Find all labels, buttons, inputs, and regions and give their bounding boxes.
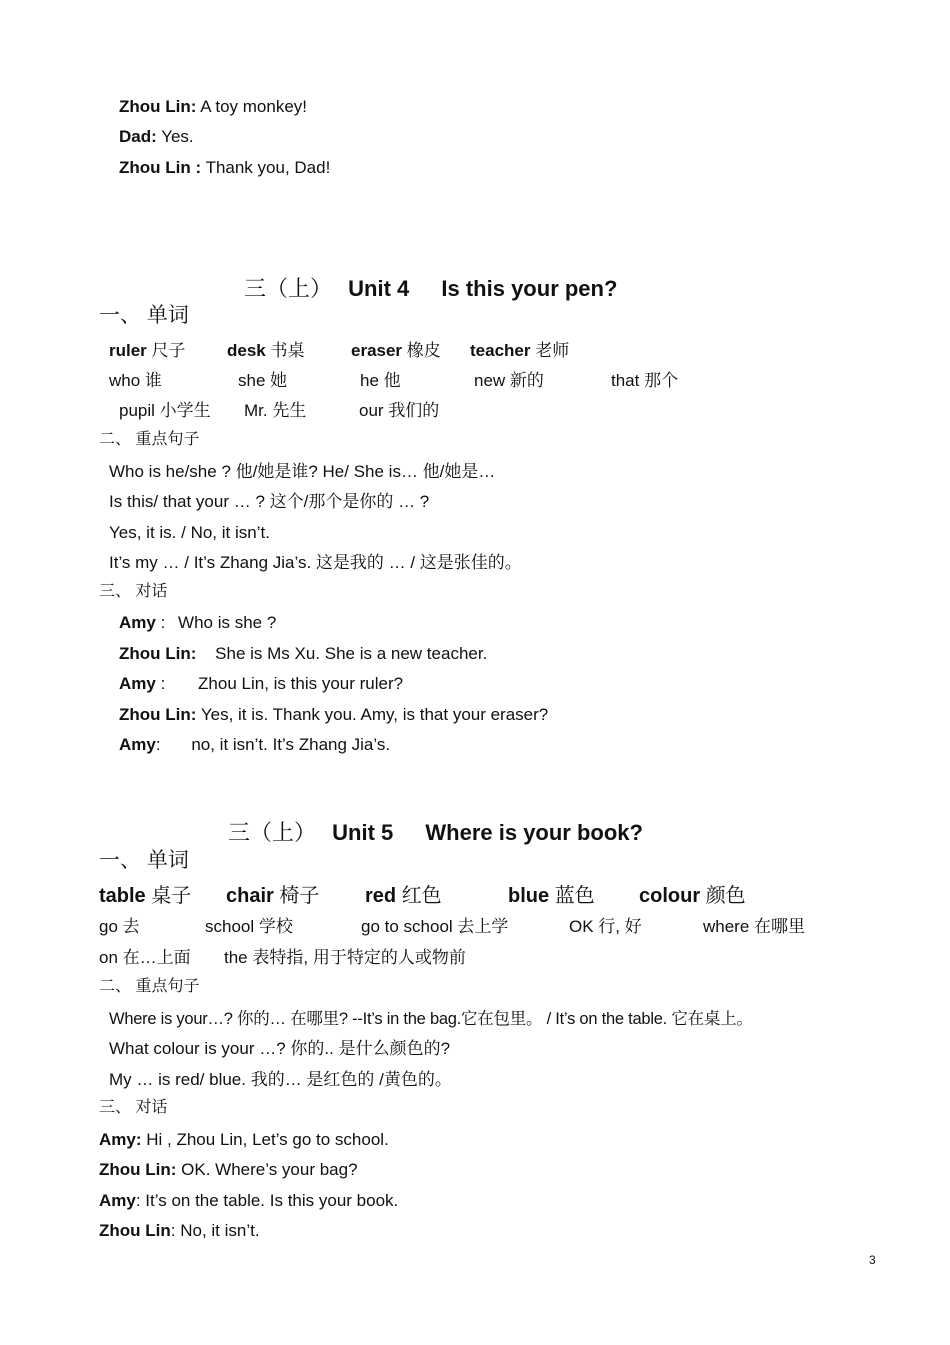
key-sentence: What colour is your …? 你的.. 是什么颜色的? bbox=[109, 1039, 451, 1058]
dialogue-line bbox=[119, 705, 548, 725]
section-heading-dialogue: 三、 对话 bbox=[99, 1099, 168, 1116]
vocab-meaning: 去 bbox=[122, 917, 140, 936]
dialogue-text: Zhou Lin, is this your ruler? bbox=[198, 674, 404, 693]
dialogue-line bbox=[119, 674, 403, 694]
dialogue-line bbox=[119, 97, 307, 117]
vocab-meaning: 我们的 bbox=[388, 401, 440, 420]
vocab-row bbox=[99, 917, 805, 937]
dialogue-line bbox=[99, 1191, 398, 1211]
speaker-label: Zhou Lin: bbox=[119, 97, 197, 116]
vocab-word: table bbox=[99, 885, 146, 907]
vocab-word: he bbox=[360, 371, 379, 390]
vocab-word: on bbox=[99, 948, 118, 967]
vocab-word: go to school bbox=[361, 917, 453, 936]
unit-title bbox=[244, 276, 617, 302]
dialogue-line bbox=[119, 644, 487, 664]
section-heading-vocab: 一、 单词 bbox=[99, 849, 189, 872]
speaker-label: Zhou Lin : bbox=[119, 158, 202, 177]
speaker-label: Amy bbox=[119, 674, 156, 693]
unit-name: Where is your book? bbox=[425, 820, 643, 845]
vocab-word: blue bbox=[508, 885, 550, 907]
vocab-meaning: 他 bbox=[383, 371, 401, 390]
vocab-word: ruler bbox=[109, 341, 147, 360]
vocab-meaning: 去上学 bbox=[457, 917, 509, 936]
vocab-meaning: 橡皮 bbox=[406, 341, 441, 360]
vocab-word: go bbox=[99, 917, 118, 936]
vocab-meaning: 她 bbox=[270, 371, 288, 390]
vocab-meaning: 尺子 bbox=[151, 341, 186, 360]
dialogue-text: Who is she ? bbox=[178, 613, 277, 632]
dialogue-line bbox=[119, 613, 276, 633]
section-heading-sentences: 二、 重点句子 bbox=[99, 431, 200, 448]
dialogue-line bbox=[119, 158, 330, 178]
vocab-word: new bbox=[474, 371, 506, 390]
vocab-word: she bbox=[238, 371, 266, 390]
vocab-meaning: 颜色 bbox=[705, 885, 746, 907]
speaker-label: Zhou Lin: bbox=[119, 644, 197, 663]
vocab-word: chair bbox=[226, 885, 274, 907]
vocab-meaning: 在哪里 bbox=[754, 917, 806, 936]
vocab-meaning: 蓝色 bbox=[554, 885, 595, 907]
dialogue-line bbox=[119, 127, 194, 147]
vocab-word: desk bbox=[227, 341, 266, 360]
vocab-word: where bbox=[703, 917, 750, 936]
dialogue-text: Hi , Zhou Lin, Let’s go to school. bbox=[146, 1130, 389, 1149]
dialogue-text: A toy monkey! bbox=[200, 97, 307, 116]
vocab-row bbox=[109, 341, 569, 361]
unit-number: Unit 4 bbox=[348, 276, 410, 301]
dialogue-line bbox=[119, 735, 390, 755]
unit-name: Is this your pen? bbox=[441, 276, 618, 301]
dialogue-text: : It’s on the table. Is this your book. bbox=[135, 1191, 399, 1210]
key-sentence: It’s my … / It’s Zhang Jia’s. 这是我的 … / 这是张佳的。 bbox=[109, 553, 522, 572]
vocab-word: Mr. bbox=[244, 401, 268, 420]
section-heading-dialogue: 三、 对话 bbox=[99, 583, 168, 600]
vocab-word: red bbox=[365, 885, 397, 907]
vocab-meaning: 老师 bbox=[535, 341, 570, 360]
vocab-meaning: 小学生 bbox=[159, 401, 211, 420]
vocab-word: our bbox=[359, 401, 384, 420]
speaker-separator: : bbox=[155, 613, 166, 632]
vocab-meaning: 桌子 bbox=[151, 885, 192, 907]
vocab-word: who bbox=[109, 371, 141, 390]
vocab-word: colour bbox=[639, 885, 701, 907]
speaker-label: Zhou Lin: bbox=[99, 1160, 177, 1179]
vocab-row bbox=[119, 401, 439, 421]
unit-number: Unit 5 bbox=[332, 820, 394, 845]
dialogue-line bbox=[99, 1130, 389, 1150]
speaker-label: Zhou Lin: bbox=[119, 705, 197, 724]
vocab-word: that bbox=[611, 371, 640, 390]
speaker-label: Dad: bbox=[119, 127, 157, 146]
dialogue-text: no, it isn’t. It’s Zhang Jia’s. bbox=[191, 735, 391, 754]
speaker-separator: : bbox=[155, 735, 161, 754]
unit-title bbox=[228, 820, 643, 846]
vocab-word: teacher bbox=[470, 341, 531, 360]
speaker-separator: : bbox=[155, 674, 166, 693]
unit-grade: 三（上） bbox=[244, 276, 333, 301]
key-sentence: Who is he/she ? 他/她是谁? He/ She is… 他/她是… bbox=[109, 462, 496, 481]
dialogue-text: Yes, it is. Thank you. Amy, is that your eraser? bbox=[200, 705, 549, 724]
speaker-label: Amy bbox=[119, 613, 156, 632]
dialogue-text: Thank you, Dad! bbox=[205, 158, 331, 177]
section-heading-sentences: 二、 重点句子 bbox=[99, 978, 200, 995]
dialogue-line bbox=[99, 1221, 260, 1241]
section-heading-vocab: 一、 单词 bbox=[99, 304, 189, 327]
vocab-row bbox=[99, 884, 746, 908]
key-sentence: Where is your…? 你的… 在哪里? --It’s in the bag.它在包里。 / It’s on the table. 它在桌上。 bbox=[109, 1010, 753, 1028]
vocab-word: the bbox=[224, 948, 248, 967]
vocab-meaning: 那个 bbox=[644, 371, 679, 390]
vocab-meaning: 学校 bbox=[258, 917, 293, 936]
vocab-meaning: 新的 bbox=[509, 371, 544, 390]
vocab-meaning: 红色 bbox=[401, 885, 442, 907]
dialogue-text: OK. Where’s your bag? bbox=[181, 1160, 358, 1179]
speaker-label: Amy bbox=[99, 1191, 136, 1210]
vocab-meaning: 先生 bbox=[272, 401, 307, 420]
vocab-word: OK bbox=[569, 917, 594, 936]
vocab-meaning: 谁 bbox=[144, 371, 162, 390]
vocab-meaning: 书桌 bbox=[270, 341, 305, 360]
page-number: 3 bbox=[869, 1253, 876, 1267]
vocab-word: pupil bbox=[119, 401, 155, 420]
speaker-label: Amy bbox=[119, 735, 156, 754]
speaker-label: Amy: bbox=[99, 1130, 142, 1149]
vocab-word: eraser bbox=[351, 341, 403, 360]
key-sentence: Is this/ that your … ? 这个/那个是你的 … ? bbox=[109, 492, 430, 511]
vocab-row bbox=[99, 948, 466, 968]
dialogue-text: Yes. bbox=[161, 127, 194, 146]
key-sentence: My … is red/ blue. 我的… 是红色的 /黄色的。 bbox=[109, 1070, 452, 1089]
vocab-meaning: 行, 好 bbox=[598, 917, 642, 936]
unit-grade: 三（上） bbox=[228, 820, 317, 845]
vocab-word: school bbox=[205, 917, 255, 936]
key-sentence: Yes, it is. / No, it isn’t. bbox=[109, 523, 270, 542]
dialogue-line bbox=[99, 1160, 358, 1180]
vocab-meaning: 椅子 bbox=[279, 885, 320, 907]
dialogue-text: She is Ms Xu. She is a new teacher. bbox=[215, 644, 488, 663]
vocab-row bbox=[109, 371, 678, 391]
vocab-meaning: 在…上面 bbox=[122, 948, 191, 967]
vocab-meaning: 表特指, 用于特定的人或物前 bbox=[252, 948, 466, 967]
speaker-label: Zhou Lin bbox=[99, 1221, 171, 1240]
dialogue-text: : No, it isn’t. bbox=[170, 1221, 260, 1240]
